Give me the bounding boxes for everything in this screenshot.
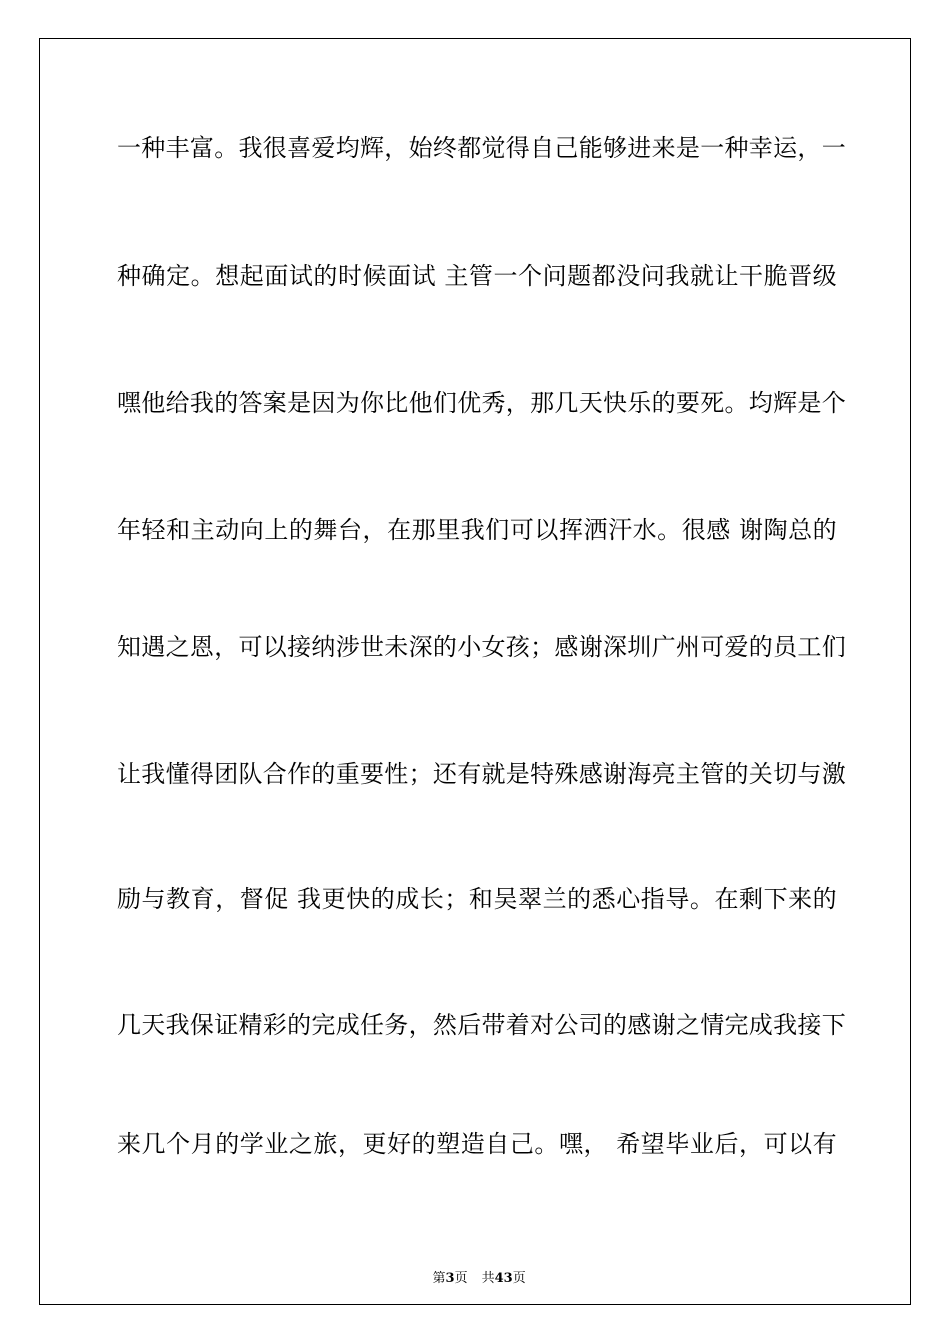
total-label-suffix: 页 [512, 1271, 526, 1286]
body-text-line-2: 种确定。想起面试的时候面试 主管一个问题都没问我就让干脆晋级 [117, 262, 837, 290]
body-text-line-1: 一种丰富。我很喜爱均辉，始终都觉得自己能够进来是一种幸运，一 [117, 134, 846, 162]
page-number: 3 [445, 1271, 455, 1286]
body-text-line-3: 嘿他给我的答案是因为你比他们优秀，那几天快乐的要死。均辉是个 [117, 389, 846, 417]
body-text-line-9: 来几个月的学业之旅，更好的塑造自己。嘿， 希望毕业后，可以有 [117, 1130, 837, 1158]
body-text-line-6: 让我懂得团队合作的重要性；还有就是特殊感谢海亮主管的关切与激 [117, 760, 846, 788]
page-label-suffix: 页 [454, 1271, 468, 1286]
body-text-line-8: 几天我保证精彩的完成任务，然后带着对公司的感谢之情完成我接下 [117, 1011, 846, 1039]
total-label-prefix: 共 [481, 1271, 495, 1286]
body-text-line-4: 年轻和主动向上的舞台，在那里我们可以挥洒汗水。很感 谢陶总的 [117, 516, 837, 544]
page-frame [39, 38, 911, 1305]
body-text-line-5: 知遇之恩，可以接纳涉世未深的小女孩；感谢深圳广州可爱的员工们 [117, 633, 846, 661]
body-text-line-7: 励与教育，督促 我更快的成长；和吴翠兰的悉心指导。在剩下来的 [117, 885, 837, 913]
page-footer [0, 1246, 950, 1286]
page-label-prefix: 第 [432, 1271, 446, 1286]
total-pages: 43 [494, 1271, 513, 1286]
